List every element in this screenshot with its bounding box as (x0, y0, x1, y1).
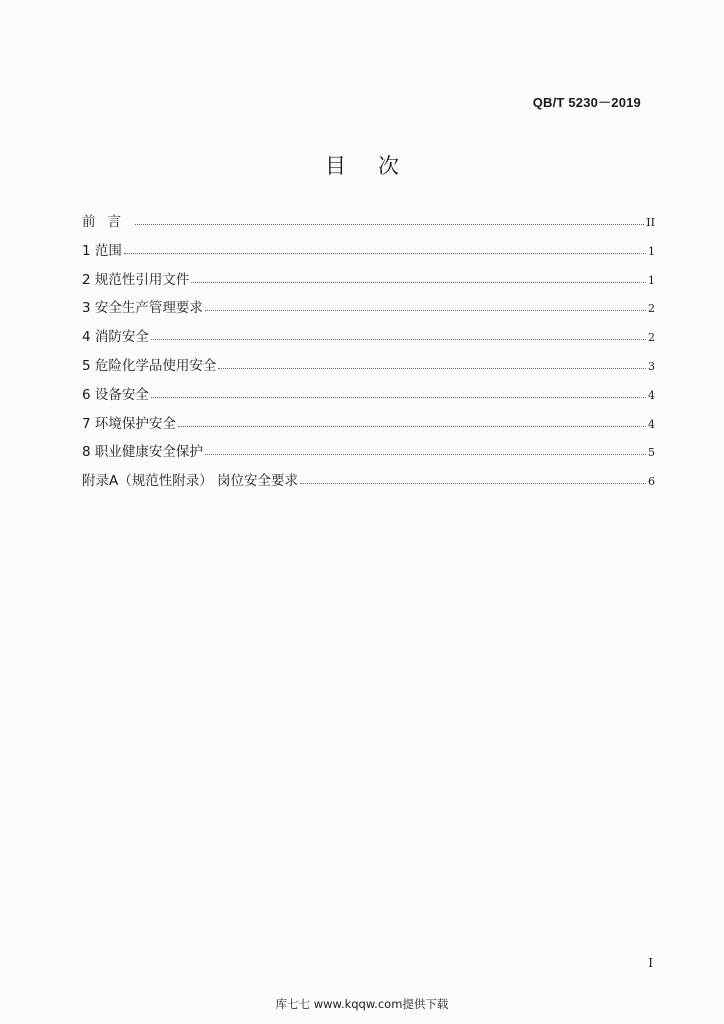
toc-entry-page: II (646, 216, 655, 229)
toc-leader-dots (300, 467, 646, 484)
toc-entry-page: 1 (648, 273, 655, 287)
download-footer: 库七七 www.kqqw.com提供下载 (275, 997, 449, 1011)
standard-code: QB/T 5230－2019 (532, 95, 641, 110)
toc-entry-label: 前言 (82, 214, 133, 230)
toc-entry-scope[interactable] (82, 238, 655, 267)
toc-entry-safety-management[interactable] (82, 295, 655, 324)
toc-entry-label: 5 危险化学品使用安全 (82, 357, 217, 374)
toc-entry-hazardous-chemicals[interactable] (82, 353, 655, 382)
toc-leader-dots (205, 438, 646, 455)
toc-entry-label: 8 职业健康安全保护 (82, 444, 203, 461)
toc-entry-label: 7 环境保护安全 (82, 415, 176, 432)
toc-leader-dots (205, 294, 646, 311)
toc-entry-label: 6 设备安全 (82, 386, 149, 403)
toc-entry-label: 附录A（规范性附录） 岗位安全要求 (82, 473, 299, 490)
toc-entry-label: 2 规范性引用文件 (82, 271, 190, 288)
toc-entry-annex-a[interactable] (82, 468, 655, 497)
toc-entry-label: 3 安全生产管理要求 (82, 300, 203, 317)
toc-leader-dots (124, 237, 646, 254)
toc-entry-equipment-safety[interactable] (82, 382, 655, 411)
toc-leader-dots (151, 323, 646, 340)
toc-entry-label: 4 消防安全 (82, 329, 149, 346)
toc-entry-page: 4 (648, 417, 655, 431)
toc-entry-page: 2 (648, 331, 655, 345)
toc-leader-dots (218, 352, 646, 369)
toc-entry-normative-references[interactable] (82, 267, 655, 296)
toc-leader-dots (151, 381, 646, 398)
page-title: 目次 (325, 154, 431, 178)
toc-entry-page: 4 (648, 388, 655, 402)
toc-leader-dots (178, 410, 646, 427)
page-number: I (648, 956, 653, 970)
toc-leader-dots (135, 208, 644, 225)
toc-entry-page: 3 (648, 359, 655, 373)
toc-entry-foreword[interactable] (82, 209, 655, 238)
toc-entry-fire-safety[interactable] (82, 324, 655, 353)
toc-entry-page: 5 (648, 446, 655, 460)
toc-entry-page: 1 (648, 244, 655, 258)
table-of-contents (82, 209, 655, 497)
toc-entry-environmental-safety[interactable] (82, 411, 655, 440)
toc-entry-page: 2 (648, 302, 655, 316)
toc-entry-page: 6 (648, 475, 655, 489)
toc-leader-dots (191, 266, 646, 283)
toc-entry-label: 1 范围 (82, 242, 122, 259)
toc-entry-occupational-health[interactable] (82, 439, 655, 468)
